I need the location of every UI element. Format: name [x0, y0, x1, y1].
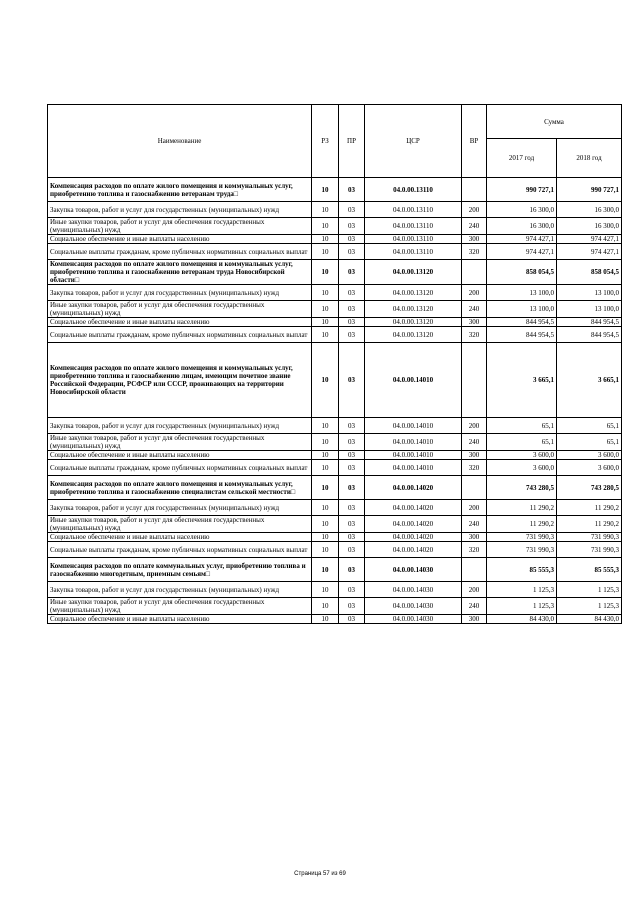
cell-csr: 04.0.00.14020 — [365, 500, 462, 516]
cell-name: Иные закупки товаров, работ и услуг для обеспечения государственных (муниципальных) нужд — [48, 301, 312, 318]
cell-2018: 16 300,0 — [557, 218, 622, 235]
cell-rz: 10 — [312, 516, 339, 533]
table-row — [48, 615, 622, 624]
cell-2018: 974 427,1 — [557, 244, 622, 260]
cell-name: Закупка товаров, работ и услуг для государственных (муниципальных) нужд — [48, 285, 312, 301]
cell-2018: 84 430,0 — [557, 615, 622, 624]
cell-pr: 03 — [339, 218, 365, 235]
cell-pr: 03 — [339, 516, 365, 533]
cell-2018: 3 600,0 — [557, 460, 622, 476]
table-section-row — [48, 260, 622, 285]
cell-vr: 200 — [462, 202, 487, 218]
cell-csr: 04.0.00.13110 — [365, 218, 462, 235]
cell-pr: 03 — [339, 301, 365, 318]
cell-vr: 240 — [462, 301, 487, 318]
cell-2018: 858 054,5 — [557, 260, 622, 285]
cell-2017: 731 990,3 — [487, 542, 557, 558]
cell-rz: 10 — [312, 615, 339, 624]
cell-pr: 03 — [339, 598, 365, 615]
cell-name: Компенсация расходов по оплате коммунальных услуг, приобретению топлива и газоснабжению многодетным, приемным семьям□ — [48, 558, 312, 582]
cell-vr — [462, 260, 487, 285]
cell-2018: 65,1 — [557, 434, 622, 451]
cell-rz: 10 — [312, 598, 339, 615]
cell-vr: 200 — [462, 418, 487, 434]
cell-rz: 10 — [312, 327, 339, 343]
cell-csr: 04.0.00.14020 — [365, 542, 462, 558]
cell-rz: 10 — [312, 285, 339, 301]
cell-2018: 974 427,1 — [557, 235, 622, 244]
cell-rz: 10 — [312, 542, 339, 558]
table-row — [48, 244, 622, 260]
cell-2017: 3 600,0 — [487, 451, 557, 460]
cell-rz: 10 — [312, 476, 339, 500]
cell-vr — [462, 178, 487, 202]
cell-csr: 04.0.00.13120 — [365, 301, 462, 318]
cell-rz: 10 — [312, 301, 339, 318]
cell-csr: 04.0.00.14030 — [365, 615, 462, 624]
cell-name: Закупка товаров, работ и услуг для государственных (муниципальных) нужд — [48, 202, 312, 218]
cell-csr: 04.0.00.14030 — [365, 598, 462, 615]
cell-name: Компенсация расходов по оплате жилого помещения и коммунальных услуг, приобретению топлива и газоснабжению ветеранам труда□ — [48, 178, 312, 202]
table-header — [48, 105, 622, 178]
cell-2017: 11 290,2 — [487, 516, 557, 533]
table-row — [48, 218, 622, 235]
cell-name: Закупка товаров, работ и услуг для государственных (муниципальных) нужд — [48, 582, 312, 598]
table-row — [48, 202, 622, 218]
budget-table — [47, 104, 622, 624]
cell-rz: 10 — [312, 244, 339, 260]
cell-rz: 10 — [312, 451, 339, 460]
table-row — [48, 451, 622, 460]
cell-name: Социальное обеспечение и иные выплаты населению — [48, 318, 312, 327]
cell-rz: 10 — [312, 260, 339, 285]
cell-pr: 03 — [339, 460, 365, 476]
header-2018: 2018 год — [557, 139, 622, 178]
cell-csr: 04.0.00.14010 — [365, 434, 462, 451]
table-section-row — [48, 343, 622, 418]
cell-pr: 03 — [339, 533, 365, 542]
cell-2018: 990 727,1 — [557, 178, 622, 202]
cell-2017: 990 727,1 — [487, 178, 557, 202]
cell-rz: 10 — [312, 418, 339, 434]
cell-csr: 04.0.00.14010 — [365, 451, 462, 460]
cell-vr: 240 — [462, 516, 487, 533]
table-row — [48, 434, 622, 451]
cell-2018: 3 665,1 — [557, 343, 622, 418]
cell-name: Социальные выплаты гражданам, кроме публичных нормативных социальных выплат — [48, 460, 312, 476]
cell-pr: 03 — [339, 178, 365, 202]
table-section-row — [48, 178, 622, 202]
cell-pr: 03 — [339, 260, 365, 285]
cell-csr: 04.0.00.14030 — [365, 558, 462, 582]
cell-2017: 974 427,1 — [487, 244, 557, 260]
cell-2017: 1 125,3 — [487, 582, 557, 598]
cell-2017: 743 280,5 — [487, 476, 557, 500]
cell-vr: 320 — [462, 542, 487, 558]
cell-2017: 11 290,2 — [487, 500, 557, 516]
cell-vr: 300 — [462, 235, 487, 244]
cell-name: Закупка товаров, работ и услуг для государственных (муниципальных) нужд — [48, 418, 312, 434]
cell-pr: 03 — [339, 327, 365, 343]
cell-2018: 85 555,3 — [557, 558, 622, 582]
cell-csr: 04.0.00.13110 — [365, 178, 462, 202]
cell-2017: 13 100,0 — [487, 301, 557, 318]
header-csr: ЦСР — [365, 105, 462, 178]
cell-rz: 10 — [312, 178, 339, 202]
cell-2018: 65,1 — [557, 418, 622, 434]
cell-rz: 10 — [312, 500, 339, 516]
cell-2018: 731 990,3 — [557, 542, 622, 558]
cell-2017: 844 954,5 — [487, 327, 557, 343]
cell-csr: 04.0.00.13120 — [365, 318, 462, 327]
page-number: Страница 57 из 69 — [294, 871, 346, 877]
cell-vr: 300 — [462, 318, 487, 327]
cell-2018: 11 290,2 — [557, 500, 622, 516]
cell-csr: 04.0.00.13120 — [365, 285, 462, 301]
table-row — [48, 235, 622, 244]
table-row — [48, 516, 622, 533]
cell-name: Социальное обеспечение и иные выплаты населению — [48, 533, 312, 542]
cell-csr: 04.0.00.14030 — [365, 582, 462, 598]
cell-2018: 844 954,5 — [557, 318, 622, 327]
cell-2018: 1 125,3 — [557, 582, 622, 598]
cell-2018: 743 280,5 — [557, 476, 622, 500]
cell-name: Закупка товаров, работ и услуг для государственных (муниципальных) нужд — [48, 500, 312, 516]
cell-name: Социальное обеспечение и иные выплаты населению — [48, 615, 312, 624]
cell-name: Иные закупки товаров, работ и услуг для обеспечения государственных (муниципальных) нужд — [48, 598, 312, 615]
cell-name: Компенсация расходов по оплате жилого помещения и коммунальных услуг, приобретению топлива и газоснабжению лицам, имеющим почетное звание Российской Федерации, РСФСР или СССР, проживающих на территории Новосибирской области — [48, 343, 312, 418]
cell-2017: 85 555,3 — [487, 558, 557, 582]
table-row — [48, 285, 622, 301]
cell-2018: 3 600,0 — [557, 451, 622, 460]
cell-2017: 65,1 — [487, 418, 557, 434]
cell-name: Социальные выплаты гражданам, кроме публичных нормативных социальных выплат — [48, 327, 312, 343]
header-pr: ПР — [339, 105, 365, 178]
cell-pr: 03 — [339, 244, 365, 260]
cell-pr: 03 — [339, 542, 365, 558]
cell-csr: 04.0.00.13110 — [365, 202, 462, 218]
cell-vr: 200 — [462, 285, 487, 301]
header-name: Наименование — [48, 105, 312, 178]
cell-2018: 13 100,0 — [557, 301, 622, 318]
table-row — [48, 542, 622, 558]
cell-vr: 320 — [462, 327, 487, 343]
cell-2017: 3 665,1 — [487, 343, 557, 418]
cell-csr: 04.0.00.14010 — [365, 418, 462, 434]
table-row — [48, 598, 622, 615]
cell-rz: 10 — [312, 235, 339, 244]
cell-csr: 04.0.00.13110 — [365, 235, 462, 244]
cell-2018: 844 954,5 — [557, 327, 622, 343]
header-2017: 2017 год — [487, 139, 557, 178]
cell-name: Социальные выплаты гражданам, кроме публичных нормативных социальных выплат — [48, 542, 312, 558]
cell-pr: 03 — [339, 615, 365, 624]
cell-vr: 240 — [462, 434, 487, 451]
cell-vr: 240 — [462, 218, 487, 235]
cell-pr: 03 — [339, 500, 365, 516]
header-rz: РЗ — [312, 105, 339, 178]
cell-pr: 03 — [339, 318, 365, 327]
table-row — [48, 533, 622, 542]
cell-pr: 03 — [339, 451, 365, 460]
cell-name: Иные закупки товаров, работ и услуг для обеспечения государственных (муниципальных) нужд — [48, 218, 312, 235]
cell-2017: 731 990,3 — [487, 533, 557, 542]
cell-2017: 844 954,5 — [487, 318, 557, 327]
cell-csr: 04.0.00.13120 — [365, 260, 462, 285]
cell-pr: 03 — [339, 285, 365, 301]
cell-rz: 10 — [312, 558, 339, 582]
cell-2017: 858 054,5 — [487, 260, 557, 285]
header-vr: ВР — [462, 105, 487, 178]
cell-csr: 04.0.00.14020 — [365, 516, 462, 533]
cell-name: Компенсация расходов по оплате жилого помещения и коммунальных услуг, приобретению топлива и газоснабжению ветеранам труда Новосибирской области□ — [48, 260, 312, 285]
cell-rz: 10 — [312, 434, 339, 451]
cell-2017: 65,1 — [487, 434, 557, 451]
table-row — [48, 418, 622, 434]
cell-2017: 16 300,0 — [487, 218, 557, 235]
table-body — [48, 178, 622, 624]
header-sum: Сумма — [487, 105, 622, 139]
cell-2017: 84 430,0 — [487, 615, 557, 624]
cell-2017: 974 427,1 — [487, 235, 557, 244]
cell-vr: 300 — [462, 615, 487, 624]
cell-2017: 13 100,0 — [487, 285, 557, 301]
cell-2018: 13 100,0 — [557, 285, 622, 301]
cell-rz: 10 — [312, 460, 339, 476]
cell-csr: 04.0.00.14010 — [365, 343, 462, 418]
table-section-row — [48, 476, 622, 500]
cell-2018: 16 300,0 — [557, 202, 622, 218]
cell-name: Компенсация расходов по оплате жилого помещения и коммунальных услуг, приобретению топлива и газоснабжению специалистам сельской местности□ — [48, 476, 312, 500]
cell-2018: 11 290,2 — [557, 516, 622, 533]
cell-vr: 300 — [462, 451, 487, 460]
table-row — [48, 500, 622, 516]
cell-vr — [462, 476, 487, 500]
cell-csr: 04.0.00.13120 — [365, 327, 462, 343]
cell-vr: 300 — [462, 533, 487, 542]
cell-name: Иные закупки товаров, работ и услуг для обеспечения государственных (муниципальных) нужд — [48, 516, 312, 533]
cell-vr: 320 — [462, 460, 487, 476]
table-section-row — [48, 558, 622, 582]
table-row — [48, 460, 622, 476]
cell-name: Иные закупки товаров, работ и услуг для обеспечения государственных (муниципальных) нужд — [48, 434, 312, 451]
cell-csr: 04.0.00.14020 — [365, 476, 462, 500]
cell-pr: 03 — [339, 235, 365, 244]
cell-rz: 10 — [312, 343, 339, 418]
cell-name: Социальное обеспечение и иные выплаты населению — [48, 235, 312, 244]
cell-rz: 10 — [312, 582, 339, 598]
cell-vr — [462, 343, 487, 418]
table-row — [48, 327, 622, 343]
cell-vr — [462, 558, 487, 582]
cell-rz: 10 — [312, 533, 339, 542]
cell-vr: 200 — [462, 582, 487, 598]
cell-pr: 03 — [339, 202, 365, 218]
cell-pr: 03 — [339, 343, 365, 418]
cell-pr: 03 — [339, 558, 365, 582]
cell-2017: 3 600,0 — [487, 460, 557, 476]
cell-rz: 10 — [312, 218, 339, 235]
cell-pr: 03 — [339, 582, 365, 598]
table-row — [48, 301, 622, 318]
cell-rz: 10 — [312, 318, 339, 327]
cell-vr: 320 — [462, 244, 487, 260]
cell-rz: 10 — [312, 202, 339, 218]
cell-vr: 200 — [462, 500, 487, 516]
cell-pr: 03 — [339, 418, 365, 434]
table-row — [48, 582, 622, 598]
cell-csr: 04.0.00.13110 — [365, 244, 462, 260]
cell-name: Социальные выплаты гражданам, кроме публичных нормативных социальных выплат — [48, 244, 312, 260]
cell-csr: 04.0.00.14020 — [365, 533, 462, 542]
cell-csr: 04.0.00.14010 — [365, 460, 462, 476]
cell-pr: 03 — [339, 434, 365, 451]
cell-2017: 1 125,3 — [487, 598, 557, 615]
cell-name: Социальное обеспечение и иные выплаты населению — [48, 451, 312, 460]
cell-pr: 03 — [339, 476, 365, 500]
cell-2018: 731 990,3 — [557, 533, 622, 542]
cell-2018: 1 125,3 — [557, 598, 622, 615]
cell-vr: 240 — [462, 598, 487, 615]
table-row — [48, 318, 622, 327]
cell-2017: 16 300,0 — [487, 202, 557, 218]
